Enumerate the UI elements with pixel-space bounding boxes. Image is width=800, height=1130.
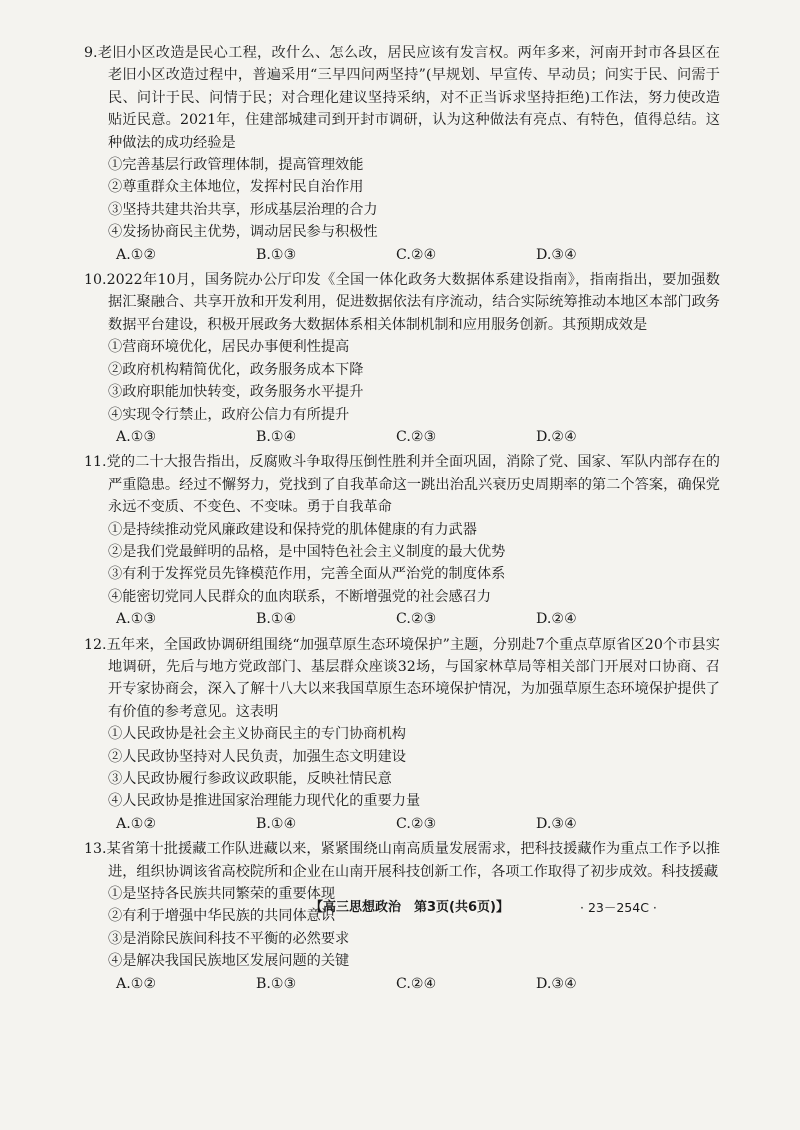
statement-option: ②人民政协坚持对人民负责，加强生态文明建设 [108,748,406,765]
answer-choice: C.②④ [396,975,437,992]
answer-choices [84,426,720,448]
answer-choice: B.①④ [256,815,297,832]
statement-option: ②有利于增强中华民族的共同体意识 [108,908,336,925]
answer-choice: A.①③ [116,611,157,628]
statement-option: ②尊重群众主体地位，发挥村民自治作用 [108,179,364,196]
statement-option: ④能密切党同人民群众的血肉联系，不断增强党的社会感召力 [108,588,492,605]
answer-choice: B.①③ [256,246,297,263]
statement-option: ②是我们党最鲜明的品格，是中国特色社会主义制度的最大优势 [108,543,506,560]
answer-choice: A.①② [116,815,157,832]
answer-choices [84,973,720,995]
answer-choices [84,813,720,835]
answer-choice: D.②④ [536,428,577,445]
answer-choice: B.①④ [256,611,297,628]
question-stem: 9.老旧小区改造是民心工程，改什么、怎么改，居民应该有发言权。两年多来，河南开封市各县区在老旧小区改造过程中，普遍采用“三早四问两坚持”(早规划、早宣传、早动员；问实于民、问需于民、问计于民、问情于民；对合理化建议坚持采纳，对不正当诉求坚持拒绝)工作法，努力使改造贴近民意。2021年，住建部城建司到开封市调研，认为这种做法有亮点、有特色，值得总结。这种做法的成功经验是 [84,45,720,151]
question-stem: 10.2022年10月，国务院办公厅印发《全国一体化政务大数据体系建设指南》，指南指出，要加强数据汇聚融合、共享开放和开发利用，促进数据依法有序流动，结合实际统筹推动本地区本部门政务数据平台建设，积极开展政务大数据体系相关体制机制和应用服务创新。其预期成效是 [84,272,720,333]
answer-choice: D.③④ [536,975,577,992]
answer-choice: C.②③ [396,611,437,628]
answer-choice: A.①② [116,975,157,992]
answer-choice: D.③④ [536,246,577,263]
question-stem: 12.五年来，全国政协调研组围绕“加强草原生态环境保护”主题，分别赴7个重点草原省区20个市县实地调研，先后与地方党政部门、基层群众座谈32场，与国家林草局等相关部门开展对口协商、召开专家协商会，深入了解十八大以来我国草原生态环境保护情况，为加强草原生态环境保护提供了有价值的参考意见。这表明 [84,636,720,720]
answer-choice: C.②③ [396,428,437,445]
statement-option: ③人民政协履行参政议政职能，反映社情民意 [108,771,392,787]
statement-option: ④实现令行禁止，政府公信力有所提升 [108,406,350,423]
answer-choice: D.②④ [536,611,577,628]
answer-choice: C.②③ [396,815,437,832]
statement-option: ④人民政协是推进国家治理能力现代化的重要力量 [108,793,421,810]
answer-choice: A.①③ [116,428,157,445]
statement-option: ①是坚持各民族共同繁荣的重要体现 [108,886,336,903]
answer-choice: C.②④ [396,246,437,263]
statement-option: ②政府机构精简优化，政务服务成本下降 [108,361,364,378]
answer-choice: B.①④ [256,428,297,445]
statement-option: ③有利于发挥党员先锋模范作用，完善全面从严治党的制度体系 [108,566,506,583]
statement-option: ④发扬协商民主优势，调动居民参与积极性 [108,224,378,241]
answer-choice: A.①② [116,246,157,263]
footer-code: · 23－254C · [580,900,657,915]
question-block [84,269,720,448]
answer-choice: D.③④ [536,815,577,832]
footer-page-info: 【高三思想政治 第3页(共6页)】 [310,900,509,915]
question-stem: 11.党的二十大报告指出，反腐败斗争取得压倒性胜利并全面巩固，消除了党、国家、军队内部存在的严重隐患。经过不懈努力，党找到了自我革命这一跳出治乱兴衰历史周期率的第二个答案，确保党永远不变质、不变色、不变味。勇于自我革命 [84,454,720,516]
statement-option: ①完善基层行政管理体制，提高管理效能 [108,157,364,174]
statement-option: ④是解决我国民族地区发展问题的关键 [108,953,350,970]
statement-option: ③坚持共建共治共享，形成基层治理的合力 [108,201,378,218]
answer-choice: B.①③ [256,975,297,992]
statement-option: ③政府职能加快转变，政务服务水平提升 [108,384,364,401]
statement-option: ③是消除民族间科技不平衡的必然要求 [108,930,350,947]
statement-option: ①营商环境优化，居民办事便利性提高 [108,339,350,356]
question-block [84,634,720,836]
statement-option: ①是持续推动党风廉政建设和保持党的肌体健康的有力武器 [108,521,477,538]
question-block [84,451,720,630]
answer-choices [84,244,720,266]
question-stem: 13.某省第十批援藏工作队进藏以来，紧紧围绕山南高质量发展需求，把科技援藏作为重点工作予以推进，组织协调该省高校院所和企业在山南开展科技创新工作，各项工作取得了初步成效。科技援藏 [84,841,720,880]
answer-choices [84,608,720,630]
question-block [84,42,720,266]
statement-option: ①人民政协是社会主义协商民主的专门协商机构 [108,726,406,743]
question-list [84,42,720,995]
